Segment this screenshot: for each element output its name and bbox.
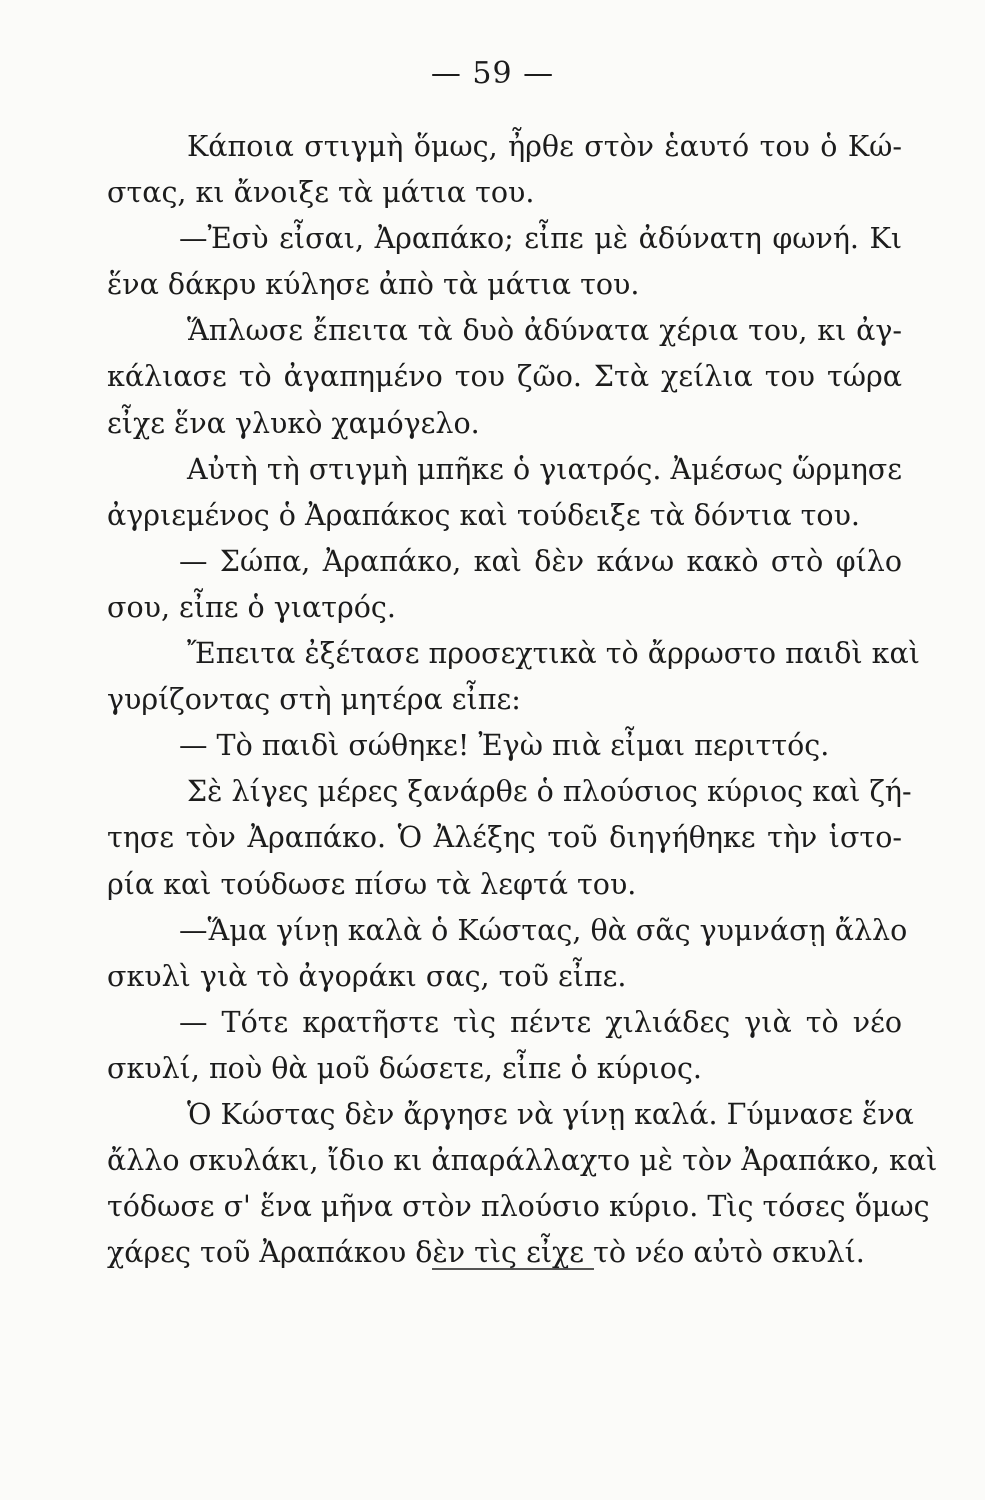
text-line: Ἔπειτα ἐξέτασε προσεχτικὰ τὸ ἄρρωστο παιδὶ καὶ [187, 637, 920, 671]
text-line: Ὁ Κώστας δὲν ἄργησε νὰ γίνῃ καλά. Γύμνασε ἕνα [187, 1097, 914, 1131]
text-line: Σὲ λίγες μέρες ξανάρθε ὁ πλούσιος κύριος καὶ ζή- [187, 775, 912, 809]
text-line: στας, κι ἄνοιξε τὰ μάτια του. [107, 176, 535, 210]
end-rule [432, 1268, 594, 1270]
text-line: ἄλλο σκυλάκι, ἴδιο κι ἀπαράλλαχτο μὲ τὸν Ἀραπάκο, καὶ [107, 1144, 938, 1178]
text-line: τησε τὸν Ἀραπάκο. Ὁ Ἀλέξης τοῦ διηγήθηκε τὴν ἱστο- [107, 821, 902, 855]
body-text [107, 124, 938, 1276]
text-line: — Τὸ παιδὶ σώθηκε! Ἐγὼ πιὰ εἶμαι περιττός. [179, 729, 830, 763]
text-line: σου, εἶπε ὁ γιατρός. [107, 590, 396, 624]
text-line: —Ἐσὺ εἶσαι, Ἀραπάκο; εἶπε μὲ ἀδύνατη φωνή. Κι [179, 222, 902, 256]
text-line: εἶχε ἕνα γλυκὸ χαμόγελο. [107, 406, 480, 440]
text-line: ἀγριεμένος ὁ Ἀραπάκος καὶ τούδειξε τὰ δόντια του. [107, 498, 860, 532]
text-line: Ἅπλωσε ἔπειτα τὰ δυὸ ἀδύνατα χέρια του, κι ἀγ- [187, 314, 902, 348]
text-line: σκυλὶ γιὰ τὸ ἀγοράκι σας, τοῦ εἶπε. [107, 959, 627, 993]
text-line: ρία καὶ τούδωσε πίσω τὰ λεφτά του. [107, 867, 637, 901]
text-line: Κάποια στιγμὴ ὅμως, ἦρθε στὸν ἑαυτό του ὁ Κώ- [187, 130, 902, 163]
text-line: γυρίζοντας στὴ μητέρα εἶπε: [107, 683, 521, 717]
page-number: — 59 — [430, 56, 555, 91]
text-line: Αὐτὴ τὴ στιγμὴ μπῆκε ὁ γιατρός. Ἀμέσως ὥρμησε [187, 452, 902, 486]
text-line: — Τότε κρατῆστε τὶς πέντε χιλιάδες γιὰ τὸ νέο [179, 1005, 902, 1039]
text-line: κάλιασε τὸ ἀγαπημένο του ζῶο. Στὰ χείλια του τώρα [107, 360, 902, 394]
text-line: —Ἅμα γίνῃ καλὰ ὁ Κώστας, θὰ σᾶς γυμνάσῃ ἄλλο [179, 913, 908, 947]
text-line: τόδωσε σ' ἕνα μῆνα στὸν πλούσιο κύριο. Τὶς τόσες ὅμως [107, 1190, 930, 1224]
text-line: σκυλί, ποὺ θὰ μοῦ δώσετε, εἶπε ὁ κύριος. [107, 1051, 702, 1085]
text-line: χάρες τοῦ Ἀραπάκου δὲν τὶς εἶχε τὸ νέο αὐτὸ σκυλί. [107, 1236, 865, 1270]
text-line: — Σώπα, Ἀραπάκο, καὶ δὲν κάνω κακὸ στὸ φίλο [179, 544, 902, 578]
text-line: ἕνα δάκρυ κύλησε ἀπὸ τὰ μάτια του. [107, 268, 640, 302]
